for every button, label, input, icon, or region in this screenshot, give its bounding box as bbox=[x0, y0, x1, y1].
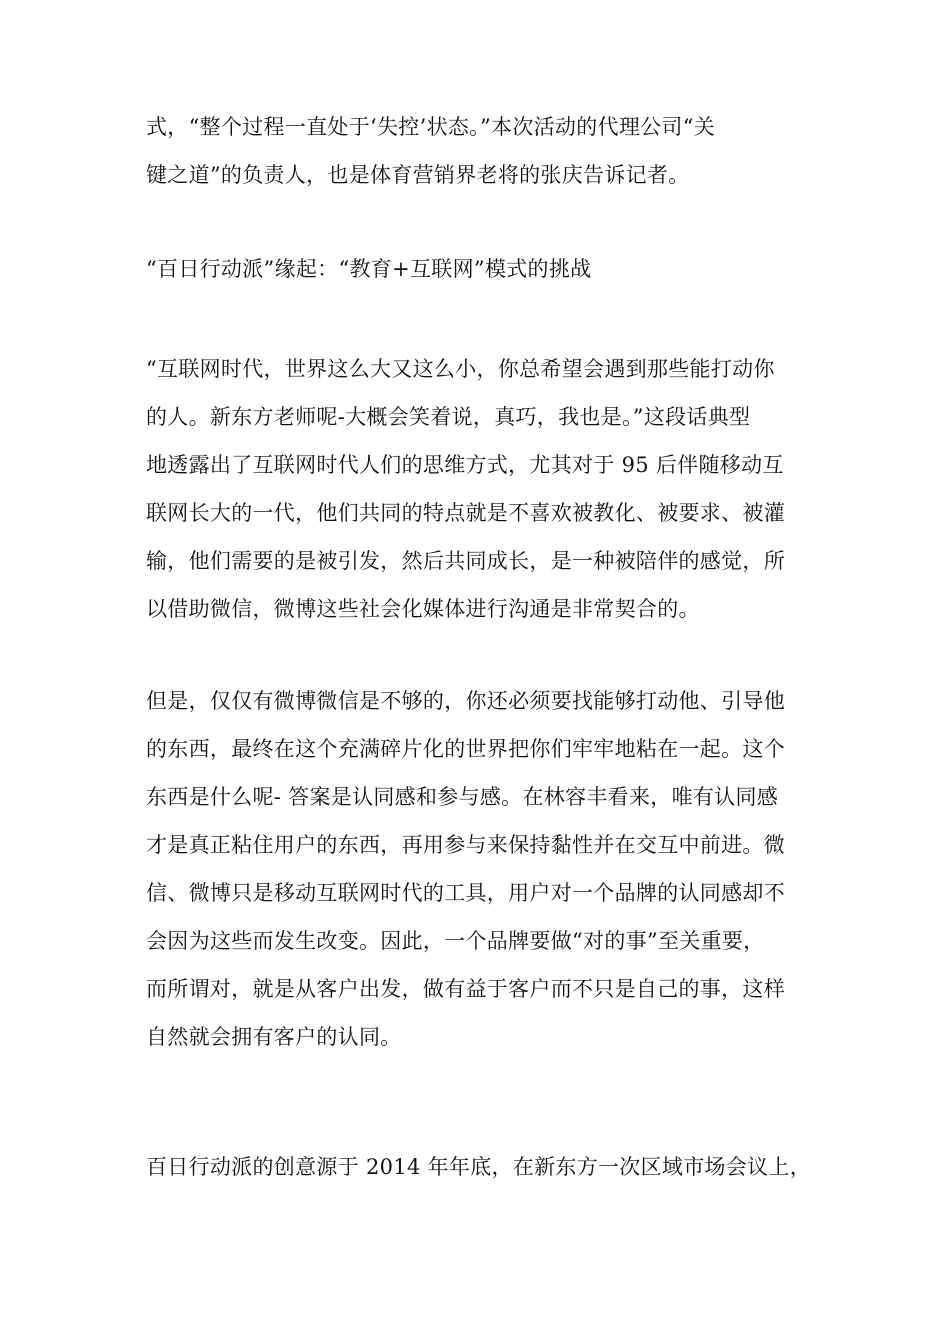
paragraph-internet-era bbox=[146, 345, 816, 633]
text-line: 百日行动派的创意源于 2014 年年底，在新东方一次区域市场会议上， bbox=[146, 1155, 811, 1179]
text-line: 东西是什么呢- 答案是认同感和参与感。在林容丰看来，唯有认同感 bbox=[146, 785, 779, 809]
text-line: 输，他们需要的是被引发，然后共同成长，是一种被陪伴的感觉，所 bbox=[146, 549, 785, 573]
section-heading bbox=[146, 245, 816, 293]
text-line: 自然就会拥有客户的认同。 bbox=[146, 1025, 402, 1049]
paragraph-origin bbox=[146, 1143, 816, 1191]
text-line: 地透露出了互联网时代人们的思维方式，尤其对于 95 后伴随移动互 bbox=[146, 453, 784, 477]
text-line: 而所谓对，就是从客户出发，做有益于客户而不只是自己的事，这样 bbox=[146, 977, 785, 1001]
paragraph-identity bbox=[146, 677, 816, 1061]
text-line: 但是，仅仅有微博微信是不够的，你还必须要找能够打动他、引导他 bbox=[146, 689, 785, 713]
text-line: 以借助微信，微博这些社会化媒体进行沟通是非常契合的。 bbox=[146, 597, 700, 621]
text-line: 会因为这些而发生改变。因此，一个品牌要做“对的事”至关重要， bbox=[146, 929, 765, 953]
text-line: 式，“整个过程一直处于‘失控’状态。”本次活动的代理公司“关 bbox=[146, 115, 716, 139]
text-line: 信、微博只是移动互联网时代的工具，用户对一个品牌的认同感却不 bbox=[146, 881, 785, 905]
text-line: 才是真正粘住用户的东西，再用参与来保持黏性并在交互中前进。微 bbox=[146, 833, 785, 857]
text-line: 键之道”的负责人，也是体育营销界老将的张庆告诉记者。 bbox=[146, 163, 690, 187]
text-line: 联网长大的一代，他们共同的特点就是不喜欢被教化、被要求、被灌 bbox=[146, 501, 785, 525]
text-line: 的东西，最终在这个充满碎片化的世界把你们牢牢地粘在一起。这个 bbox=[146, 737, 785, 761]
text-line: “互联网时代，世界这么大又这么小，你总希望会遇到那些能打动你 bbox=[146, 357, 775, 381]
section-heading-text: “百日行动派”缘起：“教育+互联网”模式的挑战 bbox=[146, 257, 592, 281]
text-line: 的人。新东方老师呢-大概会笑着说，真巧，我也是。”这段话典型 bbox=[146, 405, 751, 429]
paragraph-intro-quote bbox=[146, 103, 816, 199]
